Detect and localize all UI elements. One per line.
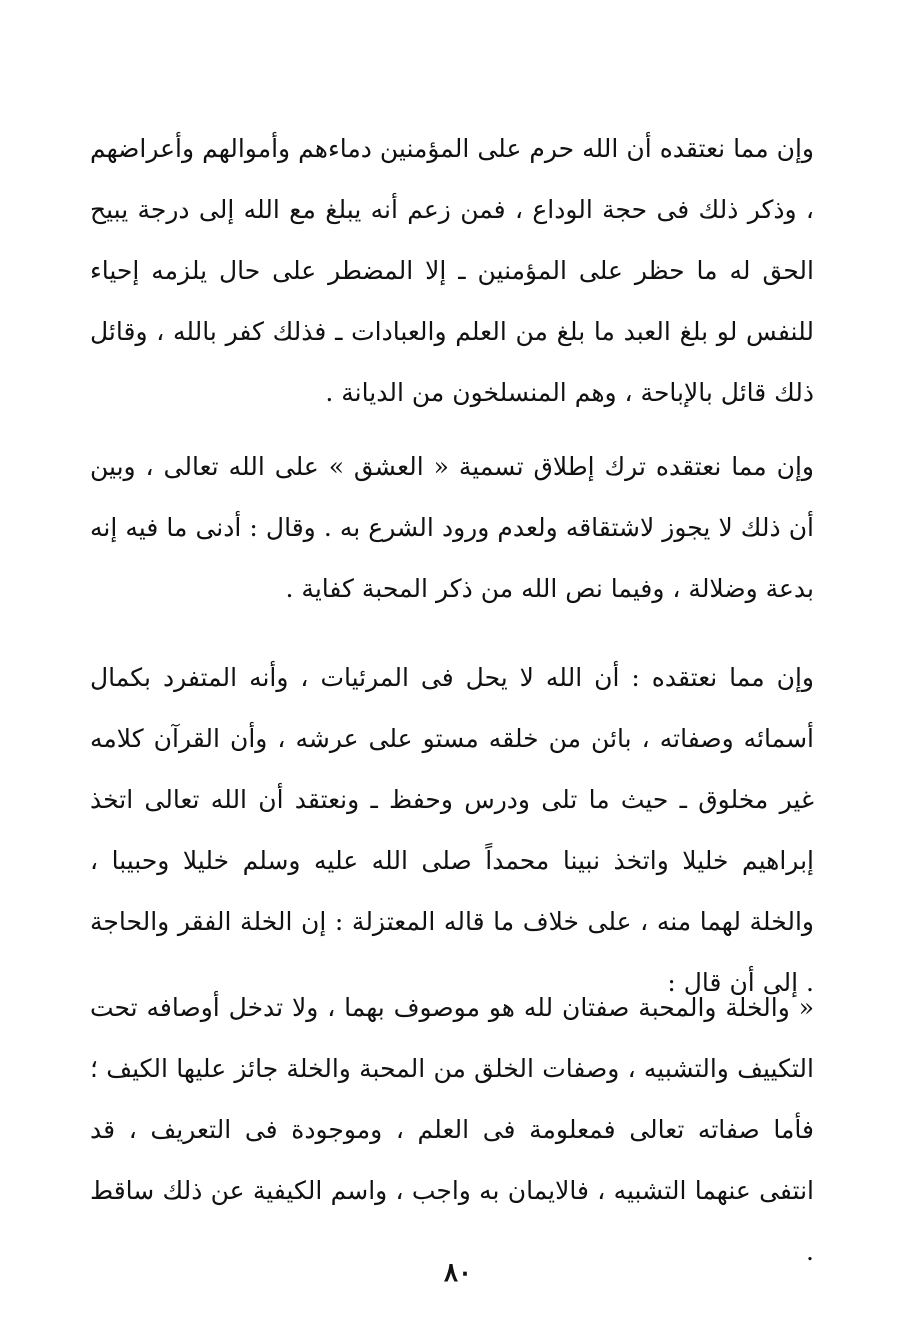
paragraph-4-quote: « والخلة والمحبة صفتان لله هو موصوف بهما ، ولا تدخل أوصافه تحت التكييف والتشبيه ، وصفات الخلق من المحبة والخلة جائز عليها الكيف ؛ فأما صفاته تعالى فمعلومة فى العلم ، وموجودة فى التعريف ، قد انتفى عنهما التشبيه ، فالايمان به واجب ، واسم الكيفية عن ذلك ساقط .	[90, 993, 814, 1266]
paragraph-2: وإن مما نعتقده ترك إطلاق تسمية « العشق » على الله تعالى ، وبين أن ذلك لا يجوز لاشتقاقه ولعدم ورود الشرع به . وقال : أدنى ما فيه إنه بدعة وضلالة ، وفيما نص الله من ذكر المحبة كفاية .	[90, 452, 814, 603]
paragraph-3: وإن مما نعتقده : أن الله لا يحل فى المرئيات ، وأنه المتفرد بكمال أسمائه وصفاته ، بائن من خلقه مستو على عرشه ، وأن القرآن كلامه غير مخلوق ـ حيث ما تلى ودرس وحفظ ـ ونعتقد أن الله تعالى اتخذ إبراهيم خليلا واتخذ نبينا محمداً صلى الله عليه وسلم خليلا وحبيبا ، والخلة لهما منه ، على خلاف ما قاله المعتزلة : إن الخلة الفقر والحاجة . إلى أن قال :	[90, 663, 814, 997]
paragraph-1: وإن مما نعتقده أن الله حرم على المؤمنين دماءهم وأموالهم وأعراضهم ، وذكر ذلك فى حجة الوداع ، فمن زعم أنه يبلغ مع الله إلى درجة يبيح الحق له ما حظر على المؤمنين ـ إلا المضطر على حال يلزمه إحياء للنفس لو بلغ العبد ما بلغ من العلم والعبادات ـ فذلك كفر بالله ، وقائل ذلك قائل بالإباحة ، وهم المنسلخون من الديانة .	[90, 134, 814, 407]
page-number: ٨٠	[444, 1258, 472, 1288]
